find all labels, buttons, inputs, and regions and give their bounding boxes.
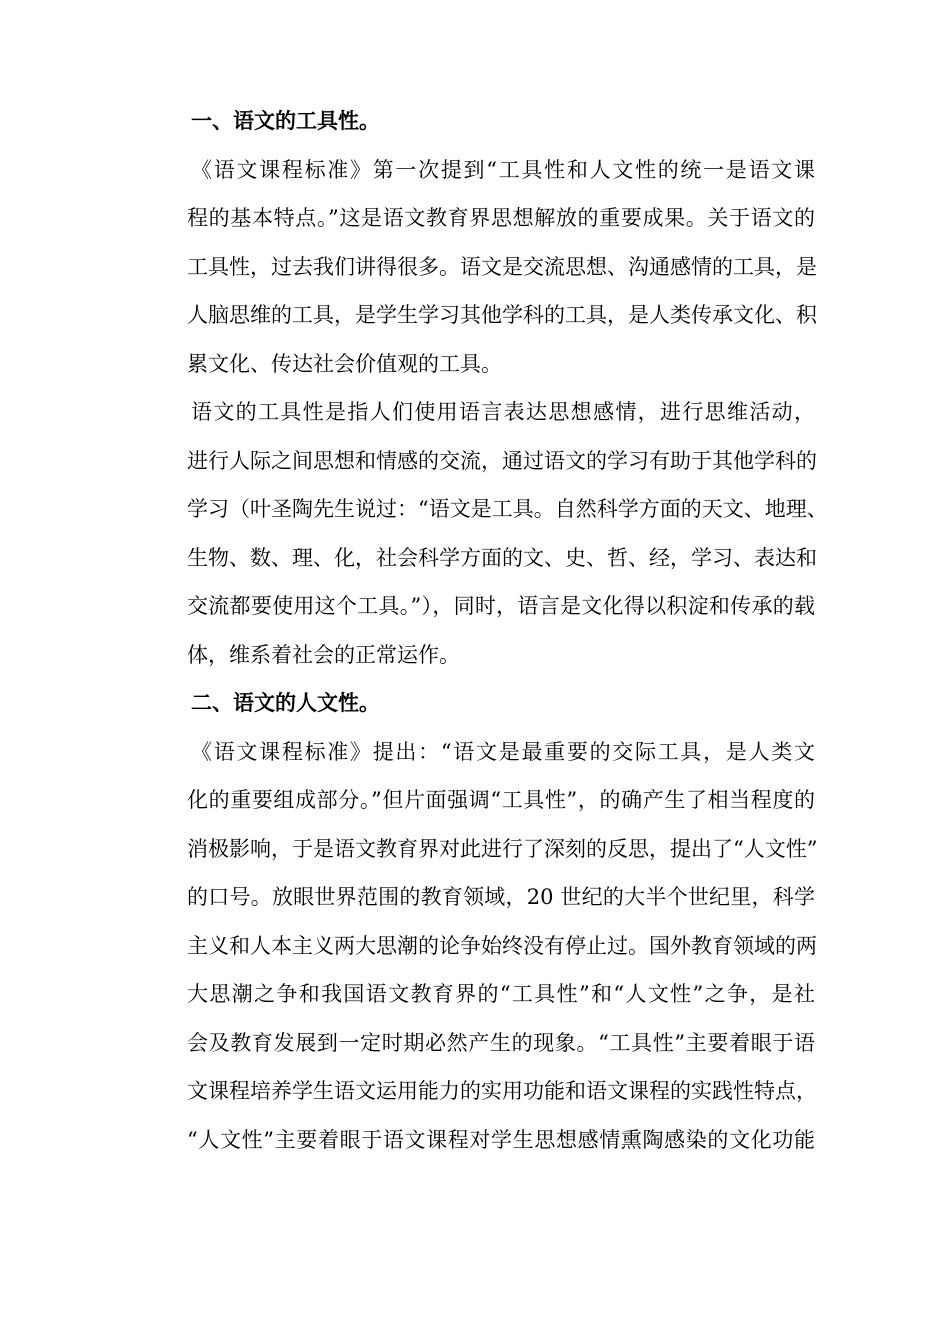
text-line: 人脑思维的工具，是学生学习其他学科的工具，是人类传承文化、积 (187, 303, 817, 327)
text-line: 主义和人本主义两大思潮的论争始终没有停止过。国外教育领域的两 (187, 933, 817, 958)
text-line: 大思潮之争和我国语文教育界的“工具性”和“人文性”之争，是社 (187, 982, 815, 1006)
text-line: 学习（叶圣陶先生说过：“语文是工具。自然科学方面的天文、地理、 (187, 497, 828, 521)
text-line: 累文化、传达社会价值观的工具。 (187, 351, 502, 376)
text-line: 会及教育发展到一定时期必然产生的现象。“工具性”主要着眼于语 (187, 1030, 815, 1055)
section-2-paragraph-1 (145, 728, 818, 1165)
text-line: 的口号。放眼世界范围的教育领域，20 世纪的大半个世纪里，科学 (187, 885, 815, 909)
text-line: 程的基本特点。”这是语文教育界思想解放的重要成果。关于语文的 (187, 206, 815, 230)
text-line: 文课程培养学生语文运用能力的实用功能和语文课程的实践性特点， (187, 1079, 817, 1103)
section-1-heading: 一、语文的工具性。 (191, 108, 380, 133)
text-line: 工具性，过去我们讲得很多。语文是交流思想、沟通感情的工具，是 (187, 254, 817, 279)
text-line: 交流都要使用这个工具。”），同时，语言是文化得以积淀和传承的载 (187, 594, 815, 618)
document-body (145, 97, 828, 1164)
text-line: 生物、数、理、化，社会科学方面的文、史、哲、经，学习、表达和 (187, 545, 817, 570)
text-line: “人文性”主要着眼于语文课程对学生思想感情熏陶感染的文化功能 (187, 1127, 815, 1152)
section-1-paragraph-1 (145, 146, 815, 389)
text-line: 《语文课程标准》提出：“语文是最重要的交际工具，是人类文 (191, 739, 815, 764)
section-2-heading: 二、语文的人文性。 (191, 690, 380, 715)
text-line: 化的重要组成部分。”但片面强调“工具性”，的确产生了相当程度的 (187, 788, 815, 812)
text-line: 《语文课程标准》第一次提到“工具性和人文性的统一是语文课 (191, 157, 815, 182)
text-line: 进行人际之间思想和情感的交流，通过语文的学习有助于其他学科的 (187, 448, 817, 473)
text-line: 体，维系着社会的正常运作。 (187, 642, 460, 667)
section-1-paragraph-2 (145, 388, 828, 679)
text-line: 语文的工具性是指人们使用语言表达思想感情，进行思维活动， (191, 400, 815, 424)
text-line: 消极影响，于是语文教育界对此进行了深刻的反思，提出了“人文性” (187, 836, 818, 861)
